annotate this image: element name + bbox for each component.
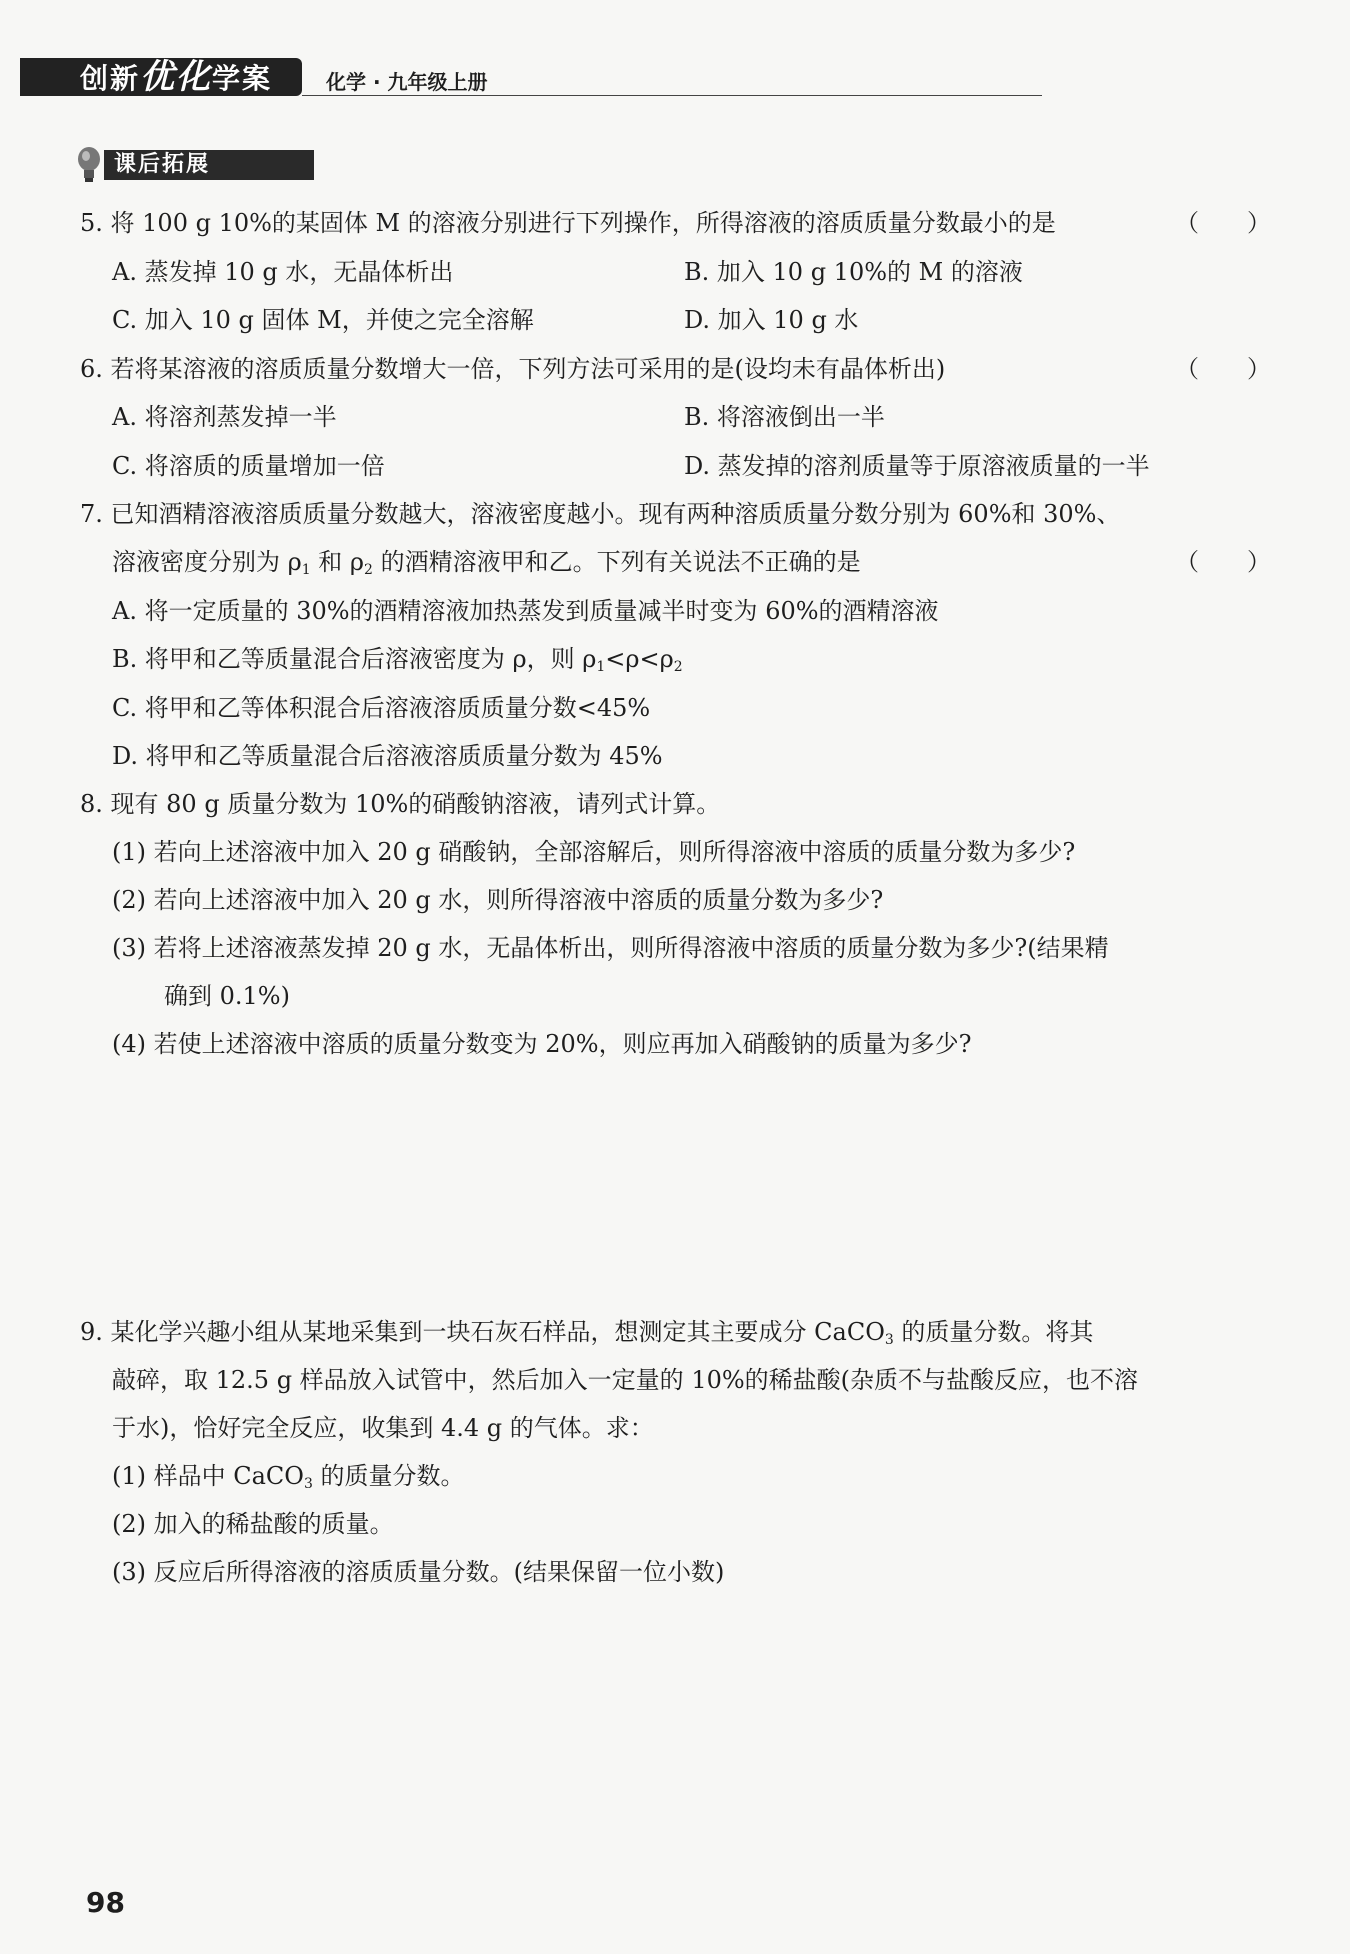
q5-option-a: A. 蒸发掉 10 g 水，无晶体析出 bbox=[112, 258, 454, 286]
q8-part-1: (1) 若向上述溶液中加入 20 g 硝酸钠，全部溶解后，则所得溶液中溶质的质量分数为多少? bbox=[112, 838, 1076, 866]
q7-stem-line1: 7. 已知酒精溶液溶质质量分数越大，溶液密度越小。现有两种溶质质量分数分别为 60%和 30%、 bbox=[80, 500, 1121, 528]
rho-subscript: 2 bbox=[673, 659, 683, 675]
q7-option-d: D. 将甲和乙等质量混合后溶液溶质质量分数为 45% bbox=[112, 742, 663, 770]
q7-answer-blank: （ ） bbox=[1175, 548, 1271, 576]
q6-option-c: C. 将溶质的质量增加一倍 bbox=[112, 452, 385, 480]
brand-text-highlight: 优化 bbox=[140, 57, 213, 97]
q9-part-1 bbox=[112, 1460, 465, 1500]
q6-stem: 6. 若将某溶液的溶质质量分数增大一倍，下列方法可采用的是(设均未有晶体析出) bbox=[80, 355, 946, 383]
q5-option-d: D. 加入 10 g 水 bbox=[684, 306, 859, 334]
q7-option-b-text: B. 将甲和乙等质量混合后溶液密度为 ρ，则 ρ bbox=[112, 645, 597, 673]
q6-option-b: B. 将溶液倒出一半 bbox=[684, 403, 885, 431]
q5-stem: 5. 将 100 g 10%的某固体 M 的溶液分别进行下列操作，所得溶液的溶质质量分数最小的是 bbox=[80, 209, 1056, 237]
q9-part-3: (3) 反应后所得溶液的溶质质量分数。(结果保留一位小数) bbox=[112, 1558, 725, 1586]
q5-option-b: B. 加入 10 g 10%的 M 的溶液 bbox=[684, 258, 1023, 286]
q9-stem-line3: 于水)，恰好完全反应，收集到 4.4 g 的气体。求： bbox=[112, 1414, 654, 1442]
q9-part-1-text: 的质量分数。 bbox=[312, 1462, 465, 1490]
q8-stem: 8. 现有 80 g 质量分数为 10%的硝酸钠溶液，请列式计算。 bbox=[80, 790, 721, 818]
rho-subscript: 2 bbox=[364, 562, 373, 578]
q9-part-2: (2) 加入的稀盐酸的质量。 bbox=[112, 1510, 394, 1538]
brand-logo bbox=[20, 58, 302, 96]
q7-option-a: A. 将一定质量的 30%的酒精溶液加热蒸发到质量减半时变为 60%的酒精溶液 bbox=[112, 597, 939, 625]
q9-stem-text: 9. 某化学兴趣小组从某地采集到一块石灰石样品，想测定其主要成分 CaCO bbox=[80, 1318, 885, 1346]
q6-option-a: A. 将溶剂蒸发掉一半 bbox=[112, 403, 337, 431]
q9-stem-line1 bbox=[80, 1316, 1093, 1356]
q7-option-b-text: <ρ<ρ bbox=[605, 645, 674, 673]
formula-subscript: 3 bbox=[303, 1476, 313, 1492]
q8-part-2: (2) 若向上述溶液中加入 20 g 水，则所得溶液中溶质的质量分数为多少? bbox=[112, 886, 884, 914]
header-divider bbox=[302, 95, 1042, 96]
q5-option-c: C. 加入 10 g 固体 M，并使之完全溶解 bbox=[112, 306, 534, 334]
book-subject: 化学 · 九年级上册 bbox=[326, 70, 488, 94]
q8-part-4: (4) 若使上述溶液中溶质的质量分数变为 20%，则应再加入硝酸钠的质量为多少? bbox=[112, 1030, 972, 1058]
q8-part-3-cont: 确到 0.1%) bbox=[164, 982, 290, 1010]
q7-stem-text: 和 ρ bbox=[310, 548, 365, 576]
page-header bbox=[20, 58, 1020, 98]
q7-stem-text: 的酒精溶液甲和乙。下列有关说法不正确的是 bbox=[372, 548, 861, 576]
lightbulb-icon bbox=[76, 146, 102, 184]
section-title: 课后拓展 bbox=[104, 150, 314, 180]
rho-subscript: 1 bbox=[301, 562, 311, 578]
brand-text-suffix: 学案 bbox=[212, 62, 273, 95]
q9-stem-text: 的质量分数。将其 bbox=[893, 1318, 1094, 1346]
q7-stem-line2 bbox=[112, 546, 861, 586]
q7-stem-text: 溶液密度分别为 ρ bbox=[112, 548, 302, 576]
rho-subscript: 1 bbox=[596, 659, 606, 675]
q7-option-b bbox=[112, 643, 683, 683]
q5-answer-blank: （ ） bbox=[1175, 209, 1271, 237]
q6-option-d: D. 蒸发掉的溶剂质量等于原溶液质量的一半 bbox=[684, 452, 1150, 480]
q6-answer-blank: （ ） bbox=[1175, 355, 1271, 383]
brand-text: 创新 bbox=[80, 62, 141, 95]
q9-part-1-text: (1) 样品中 CaCO bbox=[112, 1462, 304, 1490]
page-number: 98 bbox=[86, 1886, 125, 1919]
q8-part-3: (3) 若将上述溶液蒸发掉 20 g 水，无晶体析出，则所得溶液中溶质的质量分数为多少?(结果精 bbox=[112, 934, 1109, 962]
formula-subscript: 3 bbox=[884, 1332, 894, 1348]
q7-option-c: C. 将甲和乙等体积混合后溶液溶质质量分数<45% bbox=[112, 694, 651, 722]
q9-stem-line2: 敲碎，取 12.5 g 样品放入试管中，然后加入一定量的 10%的稀盐酸(杂质不与盐酸反应，也不溶 bbox=[112, 1366, 1139, 1394]
